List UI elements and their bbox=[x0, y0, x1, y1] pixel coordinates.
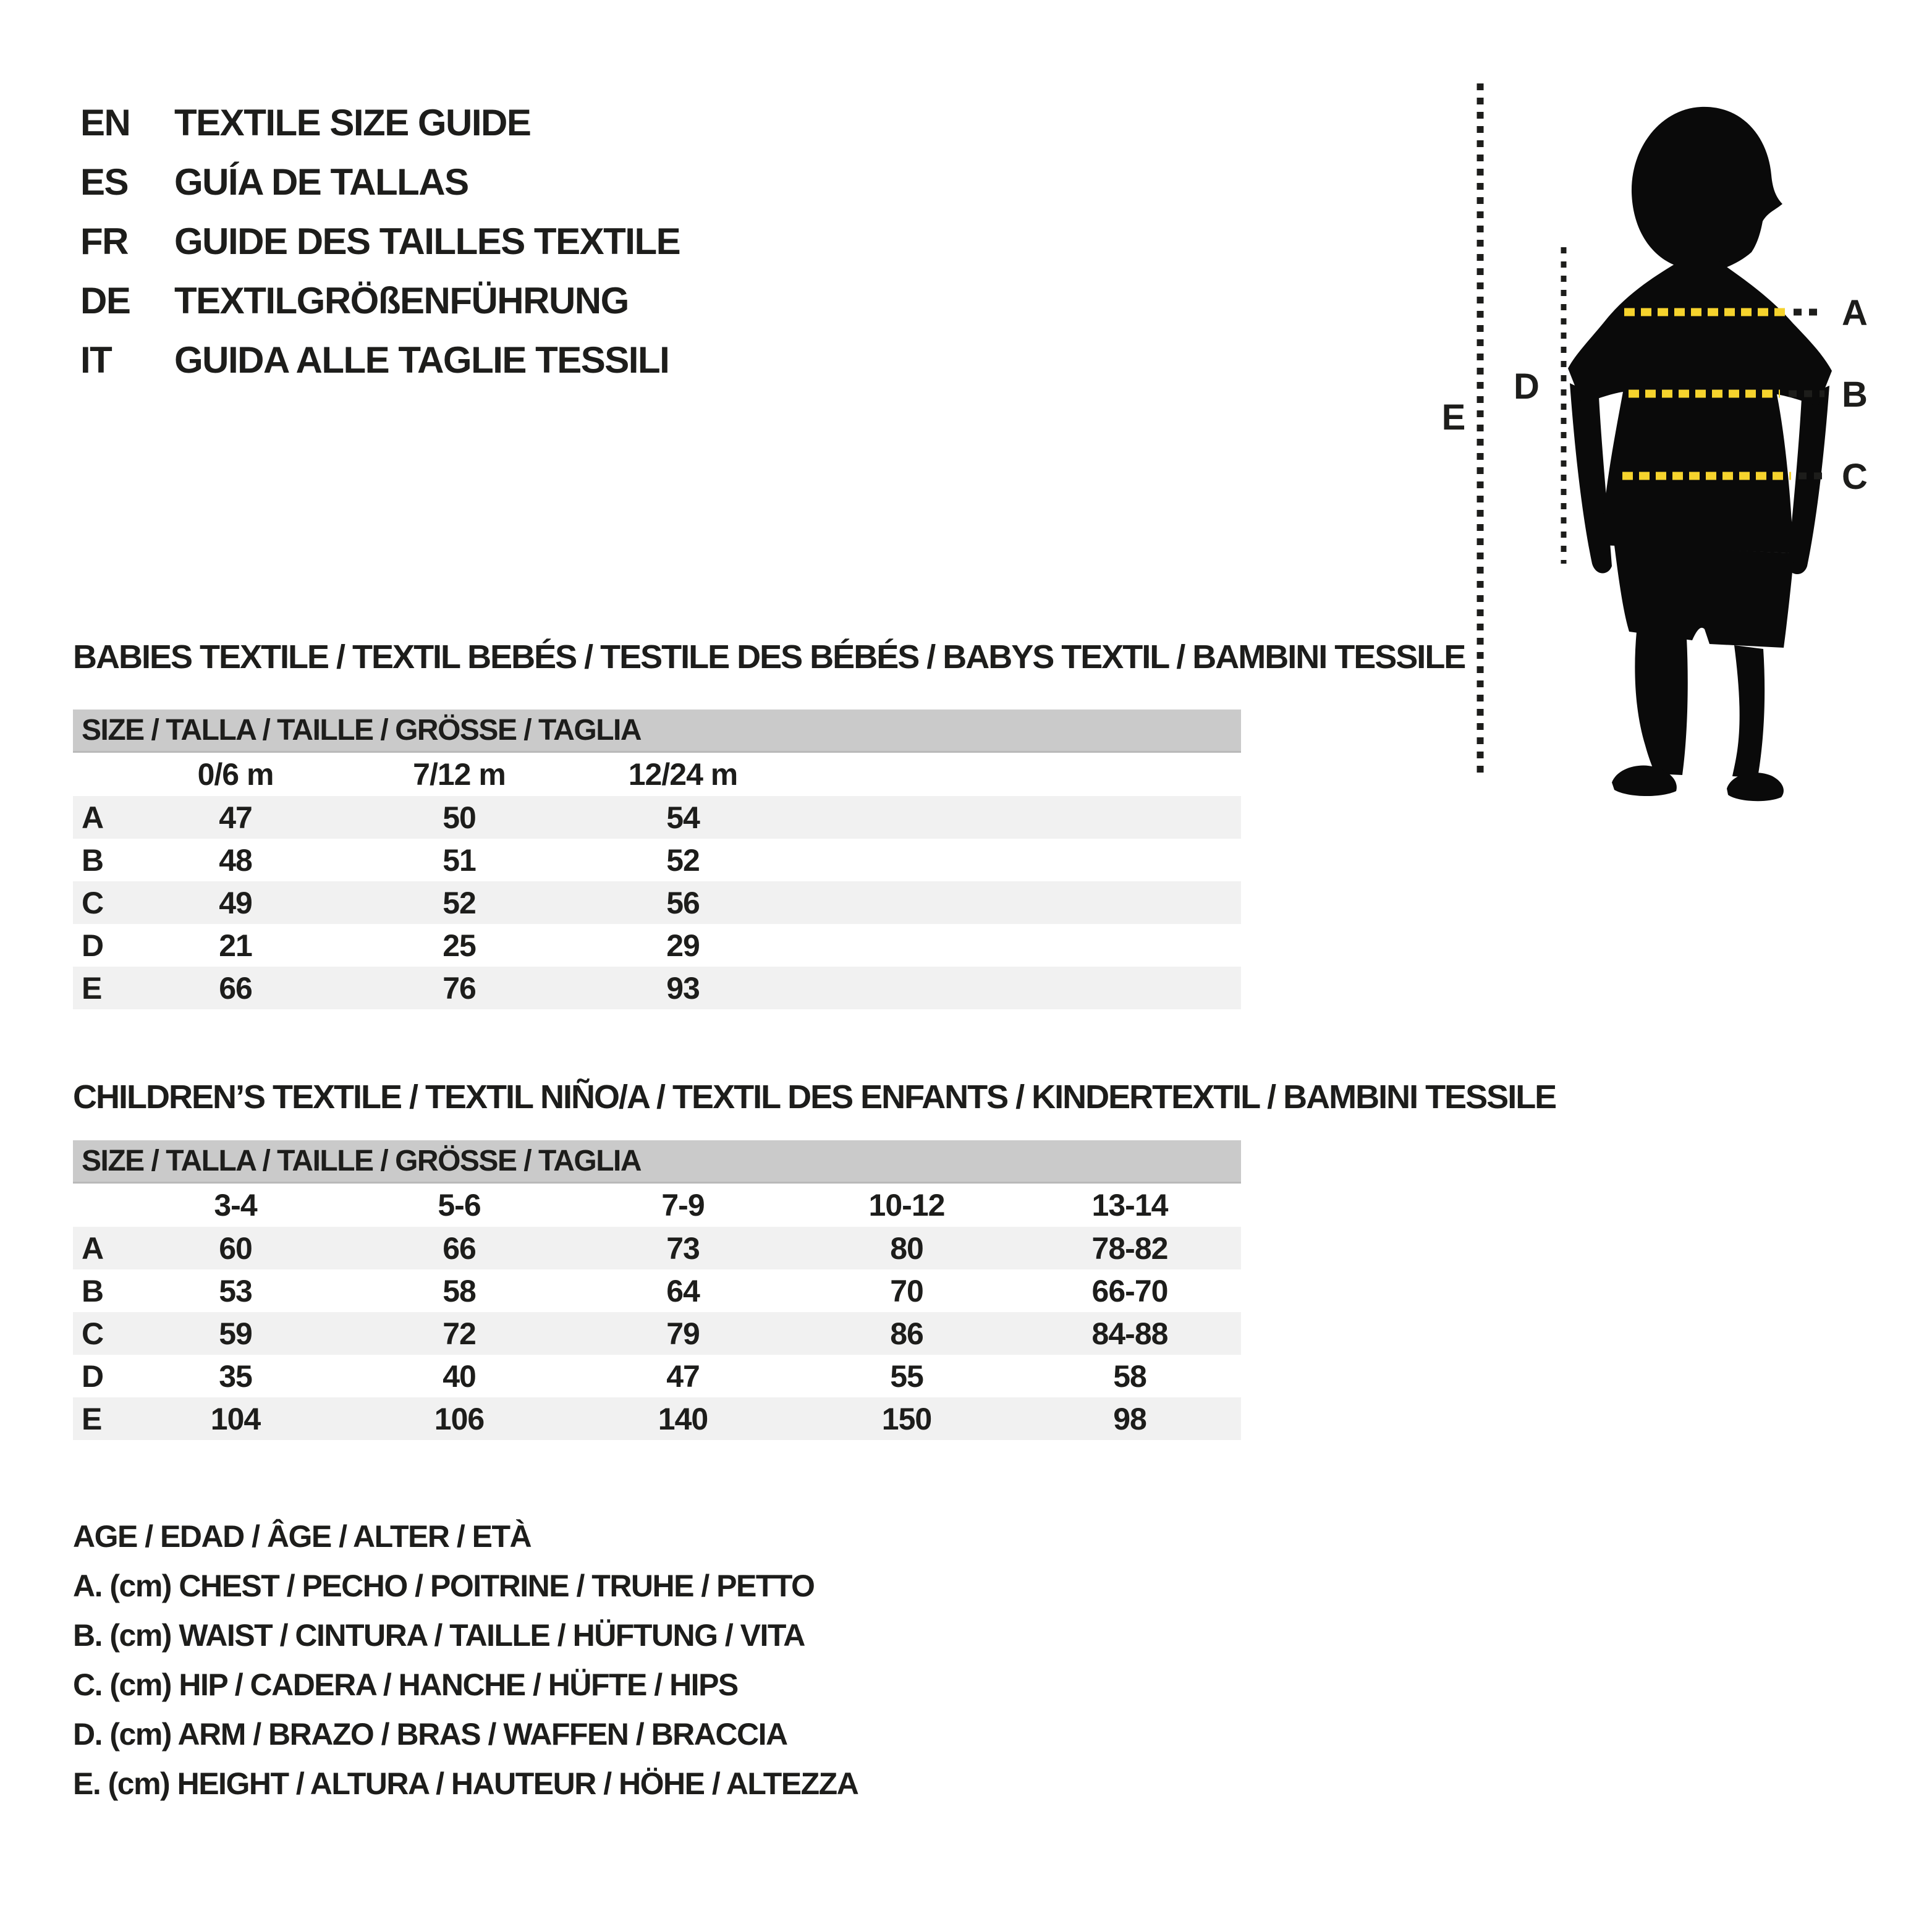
table-cell: 50 bbox=[443, 800, 476, 835]
table-cell: 55 bbox=[890, 1358, 923, 1394]
table-cell: 104 bbox=[210, 1401, 261, 1436]
silhouette-shirt bbox=[1568, 260, 1832, 553]
children-size-table bbox=[73, 1140, 1241, 1440]
legend-line-hip: C. (cm) HIP / CADERA / HANCHE / HÜFTE / HIPS bbox=[73, 1667, 738, 1702]
figure-label-E: E bbox=[1441, 397, 1466, 438]
row-label: E bbox=[82, 1401, 103, 1436]
lang-code: IT bbox=[80, 339, 112, 381]
table-cell: 80 bbox=[890, 1231, 923, 1266]
children-row-C bbox=[73, 1312, 1241, 1355]
babies-row-B bbox=[73, 839, 1241, 881]
table-cell: 48 bbox=[219, 842, 252, 878]
table-cell: 150 bbox=[881, 1401, 932, 1436]
table-cell: 66 bbox=[219, 970, 252, 1006]
children-row-D bbox=[73, 1355, 1241, 1397]
table-cell: 53 bbox=[219, 1273, 252, 1308]
children-table-header-bar: SIZE / TALLA / TAILLE / GRÖSSE / TAGLIA bbox=[73, 1140, 1241, 1184]
babies-row-E bbox=[73, 967, 1241, 1009]
table-cell: 58 bbox=[443, 1273, 476, 1308]
silhouette-leg-left bbox=[1635, 632, 1687, 775]
babies-table-header-bar: SIZE / TALLA / TAILLE / GRÖSSE / TAGLIA bbox=[73, 710, 1241, 753]
lang-row-fr bbox=[80, 211, 680, 271]
figure-label-C: C bbox=[1842, 457, 1868, 497]
lang-code: FR bbox=[80, 220, 128, 262]
table-cell: 78-82 bbox=[1091, 1231, 1168, 1266]
table-cell: 49 bbox=[219, 885, 252, 920]
table-cell: 93 bbox=[666, 970, 700, 1006]
table-cell: 79 bbox=[666, 1316, 700, 1351]
table-cell: 60 bbox=[219, 1231, 252, 1266]
row-label: B bbox=[82, 1273, 104, 1308]
child-silhouette-diagram bbox=[1415, 74, 1928, 803]
table-cell: 47 bbox=[219, 800, 252, 835]
table-cell: 35 bbox=[219, 1358, 252, 1394]
measurement-figure bbox=[1415, 74, 1928, 803]
figure-label-B: B bbox=[1842, 375, 1868, 415]
table-cell: 98 bbox=[1113, 1401, 1146, 1436]
table-cell: 84-88 bbox=[1091, 1316, 1168, 1351]
table-cell: 56 bbox=[666, 885, 700, 920]
table-cell: 52 bbox=[443, 885, 476, 920]
table-cell: 76 bbox=[443, 970, 476, 1006]
silhouette-shoe-right bbox=[1727, 773, 1784, 801]
table-cell: 64 bbox=[666, 1273, 700, 1308]
legend-line-waist: B. (cm) WAIST / CINTURA / TAILLE / HÜFTUNG / VITA bbox=[73, 1618, 805, 1653]
children-row-E bbox=[73, 1397, 1241, 1440]
table-cell: 21 bbox=[219, 928, 252, 963]
row-label: D bbox=[82, 1358, 104, 1394]
table-cell: 66-70 bbox=[1091, 1273, 1168, 1308]
measurement-legend bbox=[73, 1512, 858, 1808]
table-cell: 40 bbox=[443, 1358, 476, 1394]
legend-line-height: E. (cm) HEIGHT / ALTURA / HAUTEUR / HÖHE / ALTEZZA bbox=[73, 1766, 858, 1801]
table-cell: 106 bbox=[434, 1401, 485, 1436]
child-silhouette bbox=[1568, 107, 1832, 801]
lang-code: DE bbox=[80, 279, 130, 321]
children-col-header: 7-9 bbox=[661, 1188, 705, 1222]
table-cell: 47 bbox=[666, 1358, 700, 1394]
children-row-A bbox=[73, 1227, 1241, 1269]
row-label: B bbox=[82, 842, 104, 878]
lang-row-es bbox=[80, 152, 680, 211]
table-cell: 140 bbox=[658, 1401, 708, 1436]
table-cell: 25 bbox=[443, 928, 476, 963]
row-label: D bbox=[82, 928, 104, 963]
lang-code: ES bbox=[80, 161, 129, 203]
children-col-header: 5-6 bbox=[438, 1188, 481, 1222]
row-label: C bbox=[82, 885, 104, 920]
table-cell: 54 bbox=[666, 800, 700, 835]
children-col-header: 3-4 bbox=[214, 1188, 257, 1222]
babies-row-D bbox=[73, 924, 1241, 967]
table-cell: 72 bbox=[443, 1316, 476, 1351]
table-cell: 29 bbox=[666, 928, 700, 963]
table-cell: 70 bbox=[890, 1273, 923, 1308]
legend-line-arm: D. (cm) ARM / BRAZO / BRAS / WAFFEN / BRACCIA bbox=[73, 1717, 787, 1752]
lang-title: TEXTILGRÖßENFÜHRUNG bbox=[174, 279, 629, 321]
silhouette-leg-right bbox=[1732, 645, 1765, 777]
table-cell: 58 bbox=[1113, 1358, 1146, 1394]
figure-label-D: D bbox=[1514, 366, 1540, 407]
lang-row-en bbox=[80, 93, 680, 152]
children-col-header: 10-12 bbox=[868, 1188, 945, 1222]
language-title-block bbox=[80, 93, 680, 389]
row-label: A bbox=[82, 1231, 104, 1266]
lang-title: GUIDA ALLE TAGLIE TESSILI bbox=[174, 339, 669, 381]
table-cell: 86 bbox=[890, 1316, 923, 1351]
lang-title: GUIDE DES TAILLES TEXTILE bbox=[174, 220, 680, 262]
lang-row-it bbox=[80, 330, 680, 389]
babies-row-A bbox=[73, 796, 1241, 839]
babies-column-headers bbox=[73, 753, 1241, 796]
table-cell: 52 bbox=[666, 842, 700, 878]
silhouette-head bbox=[1632, 107, 1782, 271]
children-row-B bbox=[73, 1269, 1241, 1312]
children-column-headers bbox=[73, 1184, 1241, 1227]
figure-label-A: A bbox=[1842, 293, 1868, 333]
lang-title: GUÍA DE TALLAS bbox=[174, 161, 468, 203]
legend-line-age: AGE / EDAD / ÂGE / ALTER / ETÀ bbox=[73, 1519, 532, 1554]
babies-col-header: 0/6 m bbox=[197, 757, 274, 792]
children-section-title: CHILDREN’S TEXTILE / TEXTIL NIÑO/A / TEXTIL DES ENFANTS / KINDERTEXTIL / BAMBINI TESSILE bbox=[73, 1078, 1556, 1116]
table-cell: 51 bbox=[443, 842, 476, 878]
row-label: A bbox=[82, 800, 104, 835]
babies-size-table bbox=[73, 710, 1241, 1009]
table-cell: 66 bbox=[443, 1231, 476, 1266]
silhouette-arm-right bbox=[1787, 386, 1829, 574]
babies-col-header: 12/24 m bbox=[628, 757, 738, 792]
lang-title: TEXTILE SIZE GUIDE bbox=[174, 101, 531, 143]
lang-code: EN bbox=[80, 101, 130, 143]
babies-row-C bbox=[73, 881, 1241, 924]
lang-row-de bbox=[80, 271, 680, 330]
row-label: E bbox=[82, 970, 103, 1006]
babies-section-title: BABIES TEXTILE / TEXTIL BEBÉS / TESTILE DES BÉBÉS / BABYS TEXTIL / BAMBINI TESSILE bbox=[73, 638, 1465, 676]
babies-col-header: 7/12 m bbox=[413, 757, 506, 792]
row-label: C bbox=[82, 1316, 104, 1351]
legend-line-chest: A. (cm) CHEST / PECHO / POITRINE / TRUHE / PETTO bbox=[73, 1569, 815, 1603]
children-col-header: 13-14 bbox=[1091, 1188, 1168, 1222]
table-cell: 73 bbox=[666, 1231, 700, 1266]
table-cell: 59 bbox=[219, 1316, 252, 1351]
